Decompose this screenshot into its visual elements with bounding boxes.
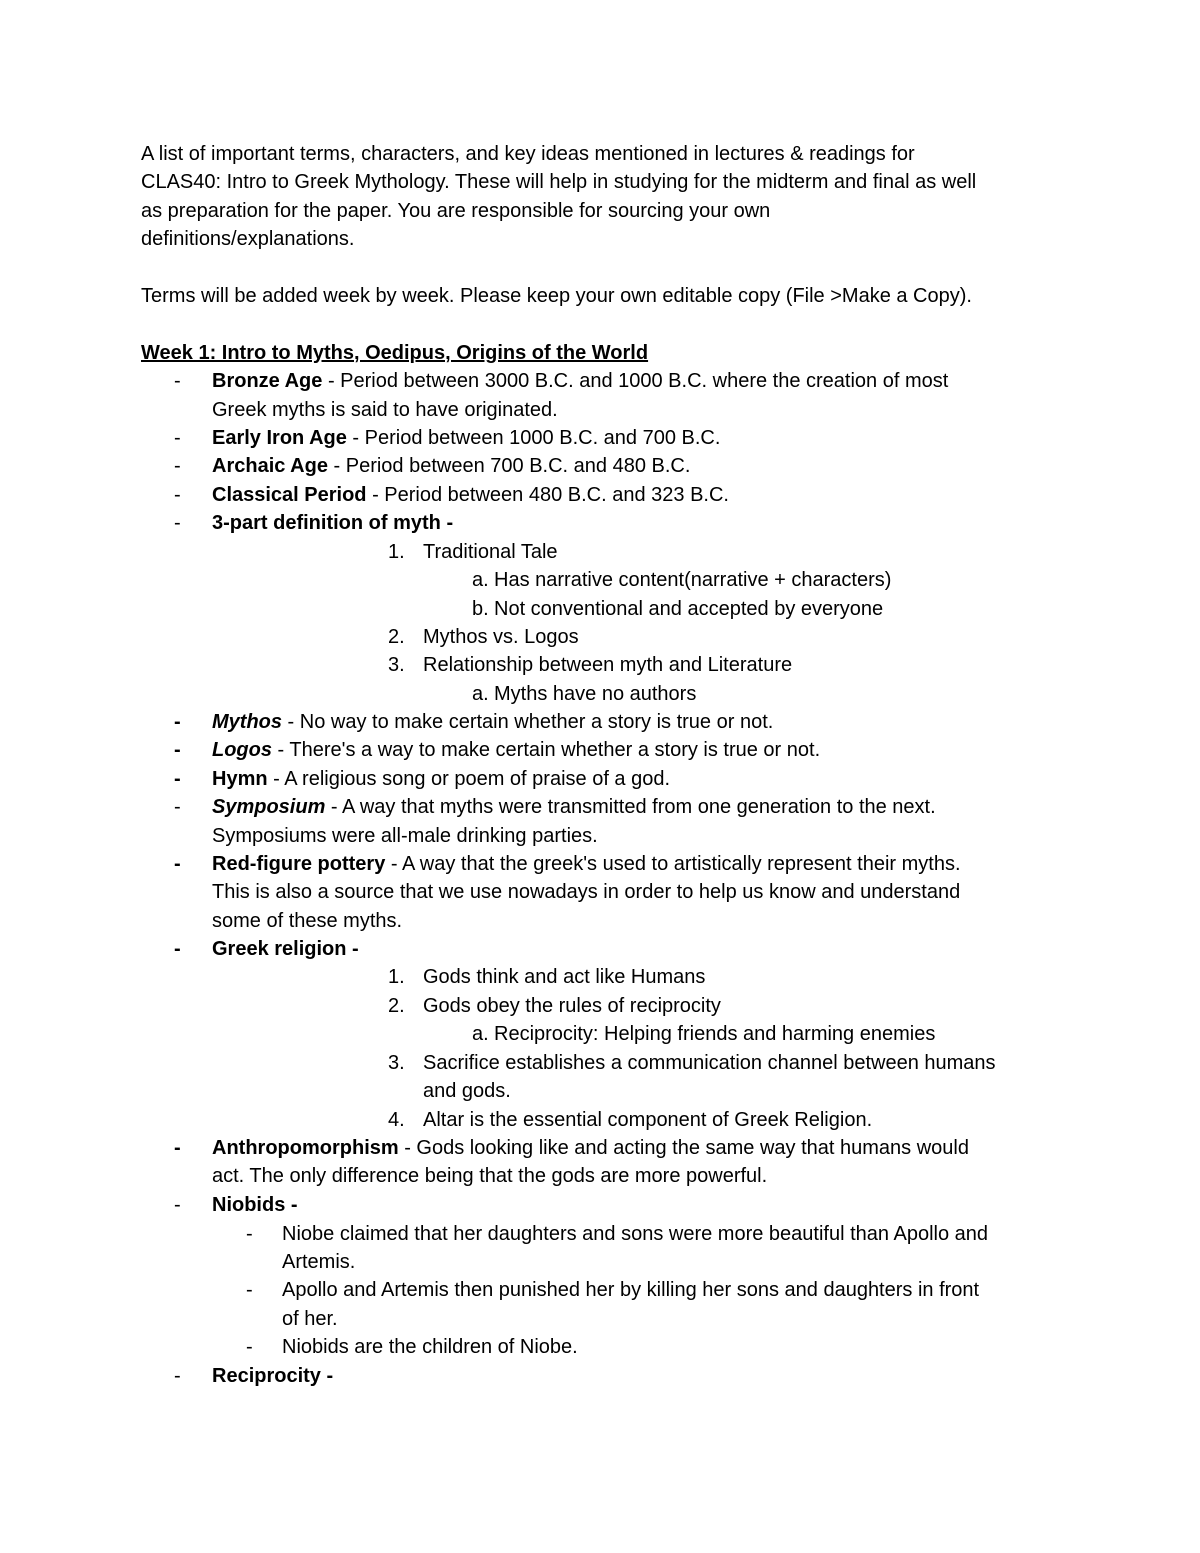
- niobids-def: -: [285, 1194, 298, 1216]
- classical-period-entry: [212, 481, 729, 509]
- anthropomorphism-entry: [212, 1134, 969, 1162]
- bullet-dash: -: [174, 853, 181, 875]
- three-part-term: 3-part definition of myth: [212, 512, 441, 534]
- red-figure-term: Red-figure pottery: [212, 853, 386, 875]
- list-number: 3.: [388, 1052, 405, 1074]
- bullet-dash: -: [246, 1223, 253, 1245]
- three-part-entry: [212, 509, 453, 537]
- niobids-sub-1: Niobe claimed that her daughters and sons were more beautiful than Apollo and: [282, 1223, 989, 1245]
- intro-line-2: CLAS40: Intro to Greek Mythology. These will help in studying for the midterm and final as well: [141, 171, 977, 193]
- bullet-dash: -: [174, 1365, 181, 1387]
- red-figure-def-cont-1: This is also a source that we use nowadays in order to help us know and understand: [212, 881, 961, 903]
- list-number: 4.: [388, 1109, 405, 1131]
- classical-period-term: Classical Period: [212, 484, 367, 506]
- greek-religion-entry: [212, 935, 359, 963]
- anthropomorphism-def: - Gods looking like and acting the same way that humans would: [398, 1137, 969, 1159]
- three-part-item-1b: Not conventional and accepted by everyone: [494, 598, 884, 620]
- bullet-dash: -: [174, 739, 181, 761]
- bronze-age-entry: [212, 367, 948, 395]
- niobids-sub-3: Niobids are the children of Niobe.: [282, 1336, 578, 1358]
- week1-heading: Week 1: Intro to Myths, Oedipus, Origins of the World: [141, 342, 649, 364]
- three-part-item-3a: Myths have no authors: [494, 683, 697, 705]
- bullet-dash: -: [174, 768, 181, 790]
- three-part-def: -: [440, 512, 454, 534]
- bullet-dash: -: [174, 1194, 181, 1216]
- list-letter: a.: [472, 683, 489, 705]
- three-part-item-1a: Has narrative content(narrative + characters): [494, 569, 892, 591]
- list-letter: a.: [472, 1023, 489, 1045]
- religion-item-4: Altar is the essential component of Greek Religion.: [423, 1109, 873, 1131]
- reciprocity-entry: [212, 1362, 333, 1390]
- reciprocity-def: -: [320, 1365, 334, 1387]
- red-figure-def: - A way that the greek's used to artistically represent their myths.: [385, 853, 961, 875]
- bullet-dash: -: [246, 1336, 253, 1358]
- hymn-entry: [212, 765, 670, 793]
- archaic-age-entry: [212, 452, 690, 480]
- symposium-def-cont: Symposiums were all-male drinking parties.: [212, 825, 598, 847]
- religion-item-1: Gods think and act like Humans: [423, 966, 706, 988]
- bronze-age-def-cont: Greek myths is said to have originated.: [212, 399, 558, 421]
- intro-line-4: definitions/explanations.: [141, 228, 355, 250]
- bullet-dash: -: [174, 370, 181, 392]
- bullet-dash: -: [174, 455, 181, 477]
- niobids-sub-2-cont: of her.: [282, 1308, 338, 1330]
- bullet-dash: -: [174, 711, 181, 733]
- three-part-item-3: Relationship between myth and Literature: [423, 654, 793, 676]
- religion-item-2: Gods obey the rules of reciprocity: [423, 995, 721, 1017]
- classical-period-def: - Period between 480 B.C. and 323 B.C.: [366, 484, 729, 506]
- intro-line-3: as preparation for the paper. You are responsible for sourcing your own: [141, 200, 771, 222]
- symposium-def: - A way that myths were transmitted from one generation to the next.: [325, 796, 936, 818]
- bronze-age-def: - Period between 3000 B.C. and 1000 B.C. where the creation of most: [322, 370, 949, 392]
- mythos-def: - No way to make certain whether a story is true or not.: [282, 711, 774, 733]
- early-iron-age-entry: [212, 424, 720, 452]
- greek-religion-def: -: [346, 938, 359, 960]
- anthropomorphism-term: Anthropomorphism: [212, 1137, 399, 1159]
- reciprocity-term: Reciprocity: [212, 1365, 321, 1387]
- bullet-dash: -: [174, 1137, 181, 1159]
- archaic-age-term: Archaic Age: [212, 455, 328, 477]
- religion-item-2a: Reciprocity: Helping friends and harming enemies: [494, 1023, 936, 1045]
- religion-item-3-cont: and gods.: [423, 1080, 511, 1102]
- niobids-sub-1-cont: Artemis.: [282, 1251, 356, 1273]
- list-number: 2.: [388, 995, 405, 1017]
- religion-item-3: Sacrifice establishes a communication channel between humans: [423, 1052, 996, 1074]
- logos-term: Logos: [212, 739, 272, 761]
- early-iron-age-term: Early Iron Age: [212, 427, 347, 449]
- list-number: 2.: [388, 626, 405, 648]
- intro-line-5: Terms will be added week by week. Please keep your own editable copy (File >Make a Copy).: [141, 285, 972, 307]
- symposium-term: Symposium: [212, 796, 326, 818]
- mythos-term: Mythos: [212, 711, 282, 733]
- anthropomorphism-def-cont: act. The only difference being that the gods are more powerful.: [212, 1165, 768, 1187]
- hymn-term: Hymn: [212, 768, 268, 790]
- hymn-def: - A religious song or poem of praise of a god.: [267, 768, 671, 790]
- bronze-age-term: Bronze Age: [212, 370, 323, 392]
- list-letter: a.: [472, 569, 489, 591]
- bullet-dash: -: [246, 1279, 253, 1301]
- three-part-item-2: Mythos vs. Logos: [423, 626, 579, 648]
- red-figure-entry: [212, 850, 961, 878]
- bullet-dash: -: [174, 796, 181, 818]
- symposium-entry: [212, 793, 936, 821]
- bullet-dash: -: [174, 938, 181, 960]
- niobids-term: Niobids: [212, 1194, 286, 1216]
- bullet-dash: -: [174, 512, 181, 534]
- mythos-entry: [212, 708, 773, 736]
- logos-entry: [212, 736, 820, 764]
- greek-religion-term: Greek religion: [212, 938, 347, 960]
- logos-def: - There's a way to make certain whether a story is true or not.: [272, 739, 821, 761]
- three-part-item-1: Traditional Tale: [423, 541, 558, 563]
- archaic-age-def: - Period between 700 B.C. and 480 B.C.: [327, 455, 691, 477]
- list-number: 1.: [388, 966, 405, 988]
- list-number: 3.: [388, 654, 405, 676]
- niobids-sub-2: Apollo and Artemis then punished her by killing her sons and daughters in front: [282, 1279, 980, 1301]
- list-number: 1.: [388, 541, 405, 563]
- intro-line-1: A list of important terms, characters, and key ideas mentioned in lectures & readings for: [141, 143, 915, 165]
- bullet-dash: -: [174, 484, 181, 506]
- list-letter: b.: [472, 598, 489, 620]
- bullet-dash: -: [174, 427, 181, 449]
- early-iron-age-def: - Period between 1000 B.C. and 700 B.C.: [346, 427, 721, 449]
- red-figure-def-cont-2: some of these myths.: [212, 910, 403, 932]
- niobids-entry: [212, 1191, 298, 1219]
